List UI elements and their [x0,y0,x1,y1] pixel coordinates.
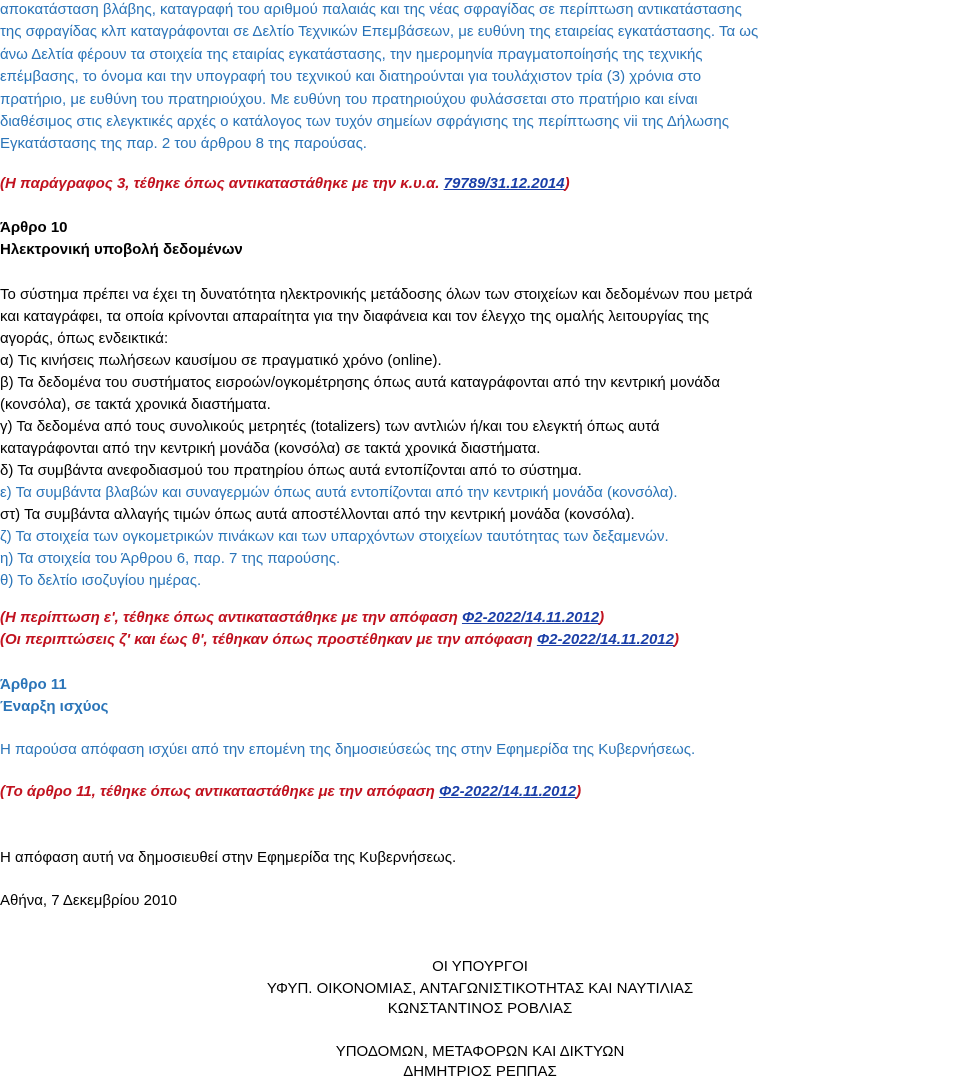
list-item: καταγράφονται από την κεντρική μονάδα (κονσόλα) σε τακτά χρονικά διαστήματα. [0,440,541,457]
intro-line: διαθέσιμος στις ελεγκτικές αρχές ο κατάλογος των τυχόν σημείων σφράγισης της περίπτωσης vii της Δήλωσης [0,113,729,130]
list-item: ζ) Τα στοιχεία των ογκομετρικών πινάκων και των υπαρχόντων στοιχείων ταυτότητας των δεξαμενών. [0,528,669,545]
list-item: β) Τα δεδομένα του συστήματος εισροών/ογκομέτρησης όπως αυτά καταγράφονται από την κεντρική μονάδα [0,374,721,391]
place-date: Αθήνα, 7 Δεκεμβρίου 2010 [0,892,177,909]
minister-title: ΥΦΥΠ. ΟΙΚΟΝΟΜΙΑΣ, ΑΝΤΑΓΩΝΙΣΤΙΚΟΤΗΤΑΣ ΚΑΙ ΝΑΥΤΙΛΙΑΣ [266,980,694,997]
list-item: α) Τις κινήσεις πωλήσεων καυσίμου σε πραγματικό χρόνο (online). [0,352,442,369]
article-paragraph-line: αγοράς, όπως ενδεικτικά: [0,330,169,347]
amendment-note [0,174,570,194]
list-item: στ) Τα συμβάντα αλλαγής τιμών όπως αυτά αποστέλλονται από την κεντρική μονάδα (κονσόλα). [0,506,635,523]
publication-order: Η απόφαση αυτή να δημοσιευθεί στην Εφημερίδα της Κυβερνήσεως. [0,849,457,866]
amendment-note-text: (Οι περιπτώσεις ζ' και έως θ', τέθηκαν όπως προστέθηκαν με την απόφαση [0,631,537,648]
list-item: γ) Τα δεδομένα από τους συνολικούς μετρητές (totalizers) των αντλιών ή/και του ελεγκτή όπως αυτά [0,418,660,435]
intro-line: Εγκατάστασης της παρ. 2 του άρθρου 8 της παρούσας. [0,135,367,152]
amendment-note-text: (Η παράγραφος 3, τέθηκε όπως αντικαταστάθηκε με την κ.υ.α. [0,175,444,192]
intro-line: αποκατάσταση βλάβης, καταγραφή του αριθμού παλαιάς και της νέας σφραγίδας σε περίπτωση αντικατάστασης [0,1,742,18]
intro-line: της σφραγίδας κλπ καταγράφονται σε Δελτίο Τεχνικών Επεμβάσεων, με ευθύνη της εταιρείας εγκατάστασης. Τα ως [0,23,759,40]
list-item: η) Τα στοιχεία του Άρθρου 6, παρ. 7 της παρούσης. [0,550,341,567]
minister-title: ΥΠΟΔΟΜΩΝ, ΜΕΤΑΦΟΡΩΝ ΚΑΙ ΔΙΚΤΥΩΝ [335,1043,625,1060]
decision-link[interactable]: Φ2-2022/14.11.2012 [461,609,600,626]
decision-link[interactable]: Φ2-2022/14.11.2012 [536,631,674,648]
list-item: ε) Τα συμβάντα βλαβών και συναγερμών όπως αυτά εντοπίζονται από την κεντρική μονάδα (κονσόλα). [0,484,678,501]
amendment-note-close: ) [576,783,582,800]
amendment-note-close: ) [564,175,570,192]
article-paragraph-line: Η παρούσα απόφαση ισχύει από την επομένη της δημοσιεύσεώς της στην Εφημερίδα της Κυβερνήσεως. [0,741,696,758]
list-item: δ) Τα συμβάντα ανεφοδιασμού του πρατηρίου όπως αυτά εντοπίζονται από το σύστημα. [0,462,582,479]
amendment-note [0,608,604,628]
intro-line: πρατήριο, με ευθύνη του πρατηριούχου. Με ευθύνη του πρατηριούχου φυλάσσεται στο πρατήριο και είναι [0,91,698,108]
amendment-note-close: ) [599,609,605,626]
intro-line: άνω Δελτία φέρουν τα στοιχεία της εταιρίας εγκατάστασης, την ημερομηνία πραγματοποίησής της τεχνικής [0,46,703,63]
minister-name: ΔΗΜΗΤΡΙΟΣ ΡΕΠΠΑΣ [403,1063,557,1080]
article-paragraph-line: και καταγράφει, τα οποία κρίνονται απαραίτητα για την διαφάνεια και τον έλεγχο της ομαλής λειτουργίας της [0,308,709,325]
decision-link[interactable]: Φ2-2022/14.11.2012 [438,783,577,800]
amendment-note-close: ) [674,631,679,648]
amendment-note [0,630,679,650]
article-title: Ηλεκτρονική υποβολή δεδομένων [0,241,243,258]
article-number: Άρθρο 10 [0,219,68,236]
list-item: θ) Το δελτίο ισοζυγίου ημέρας. [0,572,202,589]
article-paragraph-line: Το σύστημα πρέπει να έχει τη δυνατότητα ηλεκτρονικής μετάδοσης όλων των στοιχείων και δεδομένων που μετρά [0,286,753,303]
article-title: Έναρξη ισχύος [0,698,109,715]
article-number: Άρθρο 11 [0,676,67,693]
amendment-note [0,782,581,802]
decision-link[interactable]: 79789/31.12.2014 [443,175,565,192]
ministers-heading: ΟΙ ΥΠΟΥΡΓΟΙ [432,958,528,975]
amendment-note-text: (Το άρθρο 11, τέθηκε όπως αντικαταστάθηκε με την απόφαση [0,783,439,800]
amendment-note-text: (Η περίπτωση ε', τέθηκε όπως αντικαταστάθηκε με την απόφαση [0,609,462,626]
intro-line: επέμβασης, το όνομα και την υπογραφή του τεχνικού και διατηρούνται για τουλάχιστον τρία (3) χρόνια στο [0,68,702,85]
minister-name: ΚΩΝΣΤΑΝΤΙΝΟΣ ΡΟΒΛΙΑΣ [387,1000,573,1017]
list-item: (κονσόλα), σε τακτά χρονικά διαστήματα. [0,396,271,413]
